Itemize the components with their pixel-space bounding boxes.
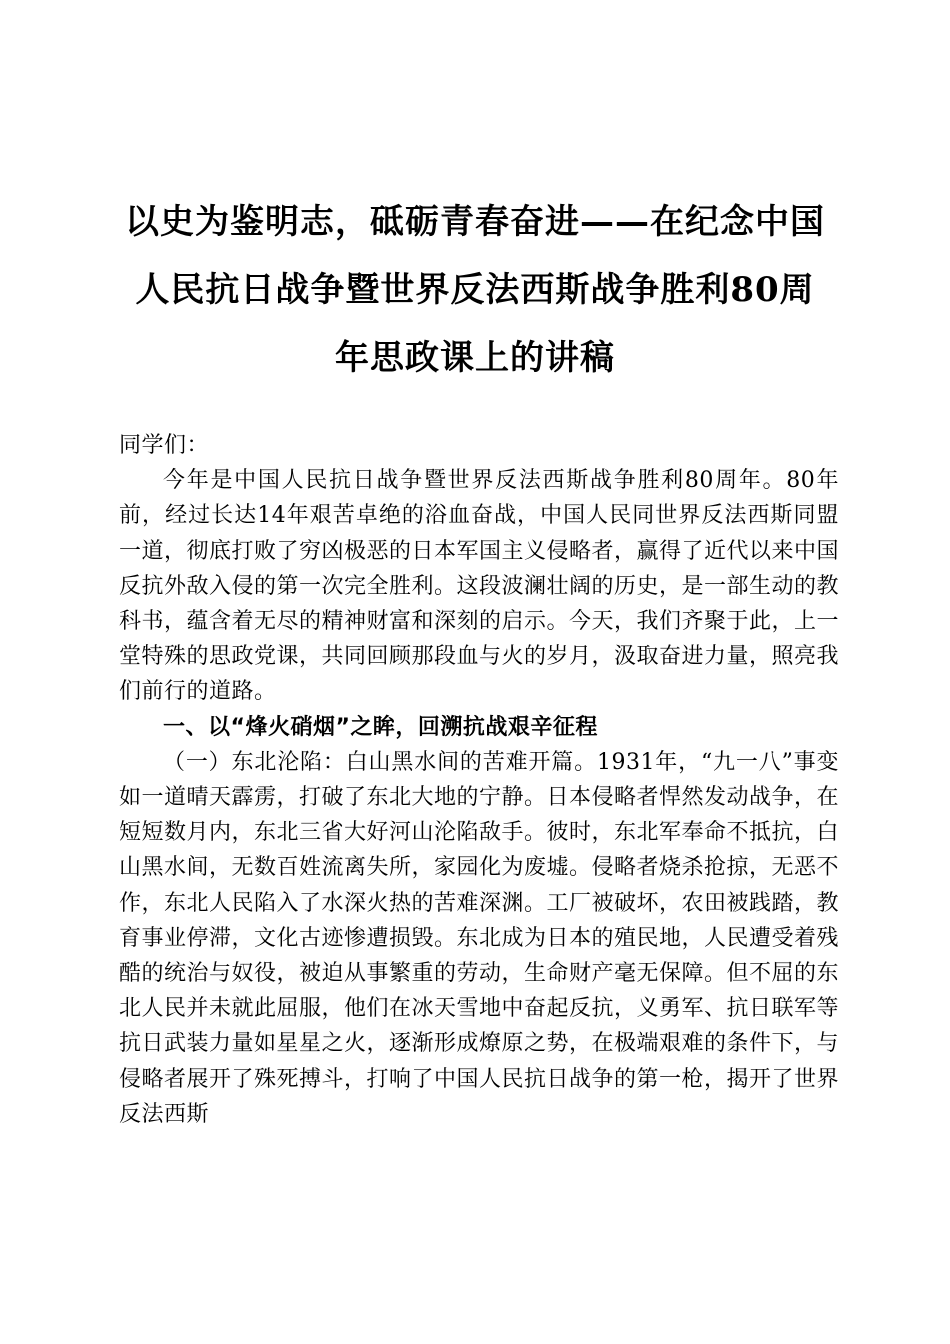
title-line-3: 年思政课上的讲稿 [335,338,615,378]
title-line-2: 人民抗日战争暨世界反法西斯战争胜利80周 [135,270,815,310]
salutation: 同学们： [119,433,210,458]
intro-paragraph: 今年是中国人民抗日战争暨世界反法西斯战争胜利80周年。80年前，经过长达14年艰苦卓绝的浴血奋战，中国人民同世界反法西斯同盟一道，彻底打败了穷凶极恶的日本军国主义侵略者，赢得了近代以来中国反抗外敌入侵的第一次完全胜利。这段波澜壮阔的历史，是一部生动的教科书，蕴含着无尽的精神财富和深刻的启示。今天，我们齐聚于此，上一堂特殊的思政党课，共同回顾那段血与火的岁月，汲取奋进力量，照亮我们前行的道路。 [119,468,840,705]
title-line-1: 以史为鉴明志，砥砺青春奋进——在纪念中国 [125,202,825,242]
section-paragraph: （一）东北沦陷：白山黑水间的苦难开篇。1931年，“九一八”事变如一道晴天霹雳，打破了东北大地的宁静。日本侵略者悍然发动战争，在短短数月内，东北三省大好河山沦陷敌手。彼时，东北军奉命不抵抗，白山黑水间，无数百姓流离失所，家园化为废墟。侵略者烧杀抢掠，无恶不作，东北人民陷入了水深火热的苦难深渊。工厂被破坏，农田被践踏，教育事业停滞，文化古迹惨遭损毁。东北成为日本的殖民地，人民遭受着残酷的统治与奴役，被迫从事繁重的劳动，生命财产毫无保障。但不屈的东北人民并未就此屈服，他们在冰天雪地中奋起反抗，义勇军、抗日联军等抗日武装力量如星星之火，逐渐形成燎原之势，在极端艰难的条件下，与侵略者展开了殊死搏斗，打响了中国人民抗日战争的第一枪，揭开了世界反法西斯 [119,749,840,1127]
document-title [110,188,840,392]
document-body [119,428,839,1132]
section-heading: 一、以“烽火硝烟”之眸，回溯抗战艰辛征程 [163,714,598,740]
